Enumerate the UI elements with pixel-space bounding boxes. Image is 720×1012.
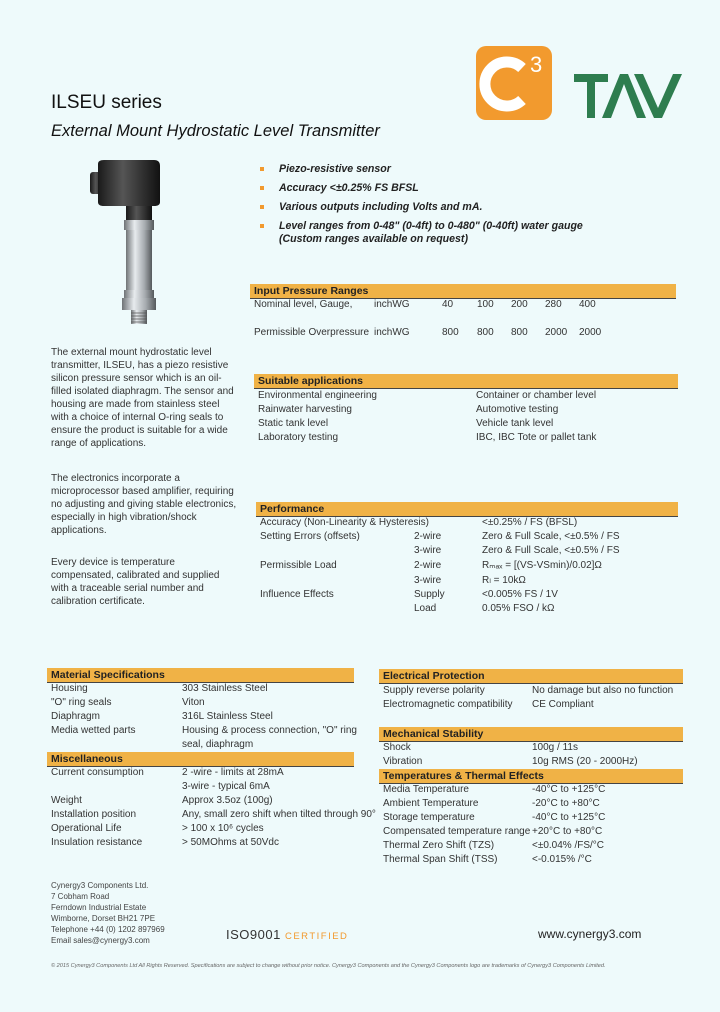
- misc-table: [51, 766, 376, 850]
- nominal-value: 200: [511, 299, 528, 310]
- feature-list: [260, 163, 680, 252]
- table-row: Storage temperature -40°C to +125°C: [383, 812, 606, 823]
- table-row: seal, diaphragm: [182, 739, 254, 750]
- performance-value: Zero & Full Scale, <±0.5% / FS: [482, 531, 620, 542]
- application-item: Vehicle tank level: [476, 418, 554, 429]
- nominal-level-unit: inchWG: [374, 299, 410, 310]
- table-row: Diaphragm 316L Stainless Steel: [51, 711, 273, 722]
- table-row: Thermal Zero Shift (TZS) <±0.04% /FS/°C: [383, 840, 605, 851]
- performance-header: Performance: [256, 502, 678, 516]
- website-link[interactable]: www.cynergy3.com: [538, 927, 642, 941]
- table-row: "O" ring seals Viton: [51, 697, 205, 708]
- series-title: ILSEU series: [51, 92, 162, 113]
- description-paragraph: The external mount hydrostatic level transmitter, ILSEU, has a piezo resistive silicon pressure sensor which is an oil-filled isolated diaphragm. The sensor and housing are made from stainless steel with a choice of internal O-ring seals to ensure the product is suitable for a wide range of applications.: [51, 347, 234, 449]
- description-paragraph: Every device is temperature compensated, calibrated and supplied with a traceable serial number and calibration certificate.: [51, 557, 220, 607]
- misc-header: Miscellaneous: [47, 752, 354, 766]
- nominal-value: 280: [545, 299, 562, 310]
- feature-item: Accuracy <±0.25% FS BFSL: [260, 182, 680, 195]
- overpressure-value: 800: [442, 327, 459, 338]
- application-item: IBC, IBC Tote or pallet tank: [476, 432, 597, 443]
- application-item: Rainwater harvesting: [258, 404, 352, 415]
- application-item: Container or chamber level: [476, 390, 597, 401]
- material-header: Material Specifications: [47, 668, 354, 682]
- performance-value: <0.005% FS / 1V: [482, 589, 558, 600]
- performance-label: Accuracy (Non-Linearity & Hysteresis): [260, 517, 429, 528]
- nominal-value: 40: [442, 299, 454, 310]
- table-row: Weight Approx 3.5oz (100g): [51, 795, 273, 806]
- performance-sub: Load: [414, 603, 437, 614]
- mechanical-header: Mechanical Stability: [379, 727, 683, 741]
- applications-header: Suitable applications: [254, 374, 678, 388]
- performance-label: Influence Effects: [260, 589, 334, 600]
- table-row: Current consumption 2 -wire - limits at 28mA: [51, 767, 284, 778]
- table-row: Media Temperature -40°C to +125°C: [383, 784, 606, 795]
- table-row: Electromagnetic compatibility CE Compliant: [383, 699, 594, 710]
- performance-sub: 2-wire: [414, 531, 442, 542]
- company-address: Cynergy3 Components Ltd. 7 Cobham Road Ferndown Industrial Estate Wimborne, Dorset BH21 7PE Telephone +44 (0) 1202 897969 Email sales@cynergy3.com: [51, 881, 165, 945]
- copyright-notice: © 2015 Cynergy3 Components Ltd All Rights Reserved. Specifications are subject to change without prior notice. Cynergy3 Components and the Cynergy3 Components logo are trademarks of Cynergy3 Components Limited.: [51, 963, 606, 969]
- overpressure-value: 2000: [545, 327, 568, 338]
- mechanical-table: [383, 741, 638, 769]
- table-row: Shock 100g / 11s: [383, 742, 578, 753]
- feature-item: Level ranges from 0-48" (0-4ft) to 0-480" (0-40ft) water gauge (Custom ranges available on request): [260, 220, 680, 246]
- material-table: [51, 682, 357, 752]
- product-subtitle: External Mount Hydrostatic Level Transmitter: [51, 122, 380, 140]
- feature-note: (Custom ranges available on request): [279, 233, 468, 245]
- nominal-level-label: Nominal level, Gauge,: [254, 299, 353, 310]
- table-row: Operational Life > 100 x 10⁶ cycles: [51, 823, 264, 834]
- table-row: Thermal Span Shift (TSS) <-0.015% /°C: [383, 854, 592, 865]
- application-item: Static tank level: [258, 418, 329, 429]
- overpressure-value: 800: [477, 327, 494, 338]
- performance-label: Setting Errors (offsets): [260, 531, 360, 542]
- nominal-value: 100: [477, 299, 494, 310]
- feature-item: Various outputs including Volts and mA.: [260, 201, 680, 214]
- performance-value: Rₘₐₓ = [(VS-VSmin)/0.02]Ω: [482, 560, 602, 571]
- performance-value: Rₗ = 10kΩ: [482, 575, 526, 586]
- overpressure-unit: inchWG: [374, 327, 410, 338]
- temperatures-table: [383, 783, 605, 867]
- table-row: Media wetted parts Housing & process connection, "O" ring: [51, 725, 357, 736]
- overpressure-value: 2000: [579, 327, 602, 338]
- input-ranges-header: Input Pressure Ranges: [250, 284, 676, 298]
- performance-value: Zero & Full Scale, <±0.5% / FS: [482, 545, 620, 556]
- table-row: Vibration 10g RMS (20 - 2000Hz): [383, 756, 638, 767]
- feature-item: Piezo-resistive sensor: [260, 163, 680, 176]
- table-row: Ambient Temperature -20°C to +80°C: [383, 798, 600, 809]
- nominal-value: 400: [579, 299, 596, 310]
- electrical-table: [383, 684, 673, 712]
- performance-label: Permissible Load: [260, 560, 337, 571]
- overpressure-label: Permissible Overpressure: [254, 327, 370, 338]
- transmitter-product-image: [88, 158, 184, 326]
- application-item: Environmental engineering: [258, 390, 377, 401]
- cynergy3-logo: [476, 46, 552, 120]
- performance-sub: 3-wire: [414, 575, 442, 586]
- performance-value: 0.05% FSO / kΩ: [482, 603, 555, 614]
- iso-certification: ISO9001 CERTIFIED: [226, 927, 349, 942]
- table-row: Insulation resistance > 50MOhms at 50Vdc: [51, 837, 279, 848]
- table-row: 3-wire - typical 6mA: [182, 781, 270, 792]
- performance-sub: 2-wire: [414, 560, 442, 571]
- performance-sub: Supply: [414, 589, 445, 600]
- application-item: Automotive testing: [476, 404, 559, 415]
- table-row: Compensated temperature range +20°C to +80°C: [383, 826, 603, 837]
- table-row: Housing 303 Stainless Steel: [51, 683, 268, 694]
- performance-sub: 3-wire: [414, 545, 442, 556]
- temperatures-header: Temperatures & Thermal Effects: [379, 769, 683, 783]
- table-row: Supply reverse polarity No damage but also no function: [383, 685, 674, 696]
- performance-value: <±0.25% / FS (BFSL): [482, 517, 578, 528]
- description-paragraph: The electronics incorporate a microprocessor based amplifier, requiring no adjusting and giving stable electronics, especially in high vibration/shock applications.: [51, 473, 237, 536]
- electrical-header: Electrical Protection: [379, 669, 683, 683]
- svg-text:3: 3: [530, 52, 543, 77]
- tav-logo: [572, 66, 684, 120]
- application-item: Laboratory testing: [258, 432, 339, 443]
- overpressure-value: 800: [511, 327, 528, 338]
- table-row: Installation position Any, small zero shift when tilted through 90°: [51, 809, 376, 820]
